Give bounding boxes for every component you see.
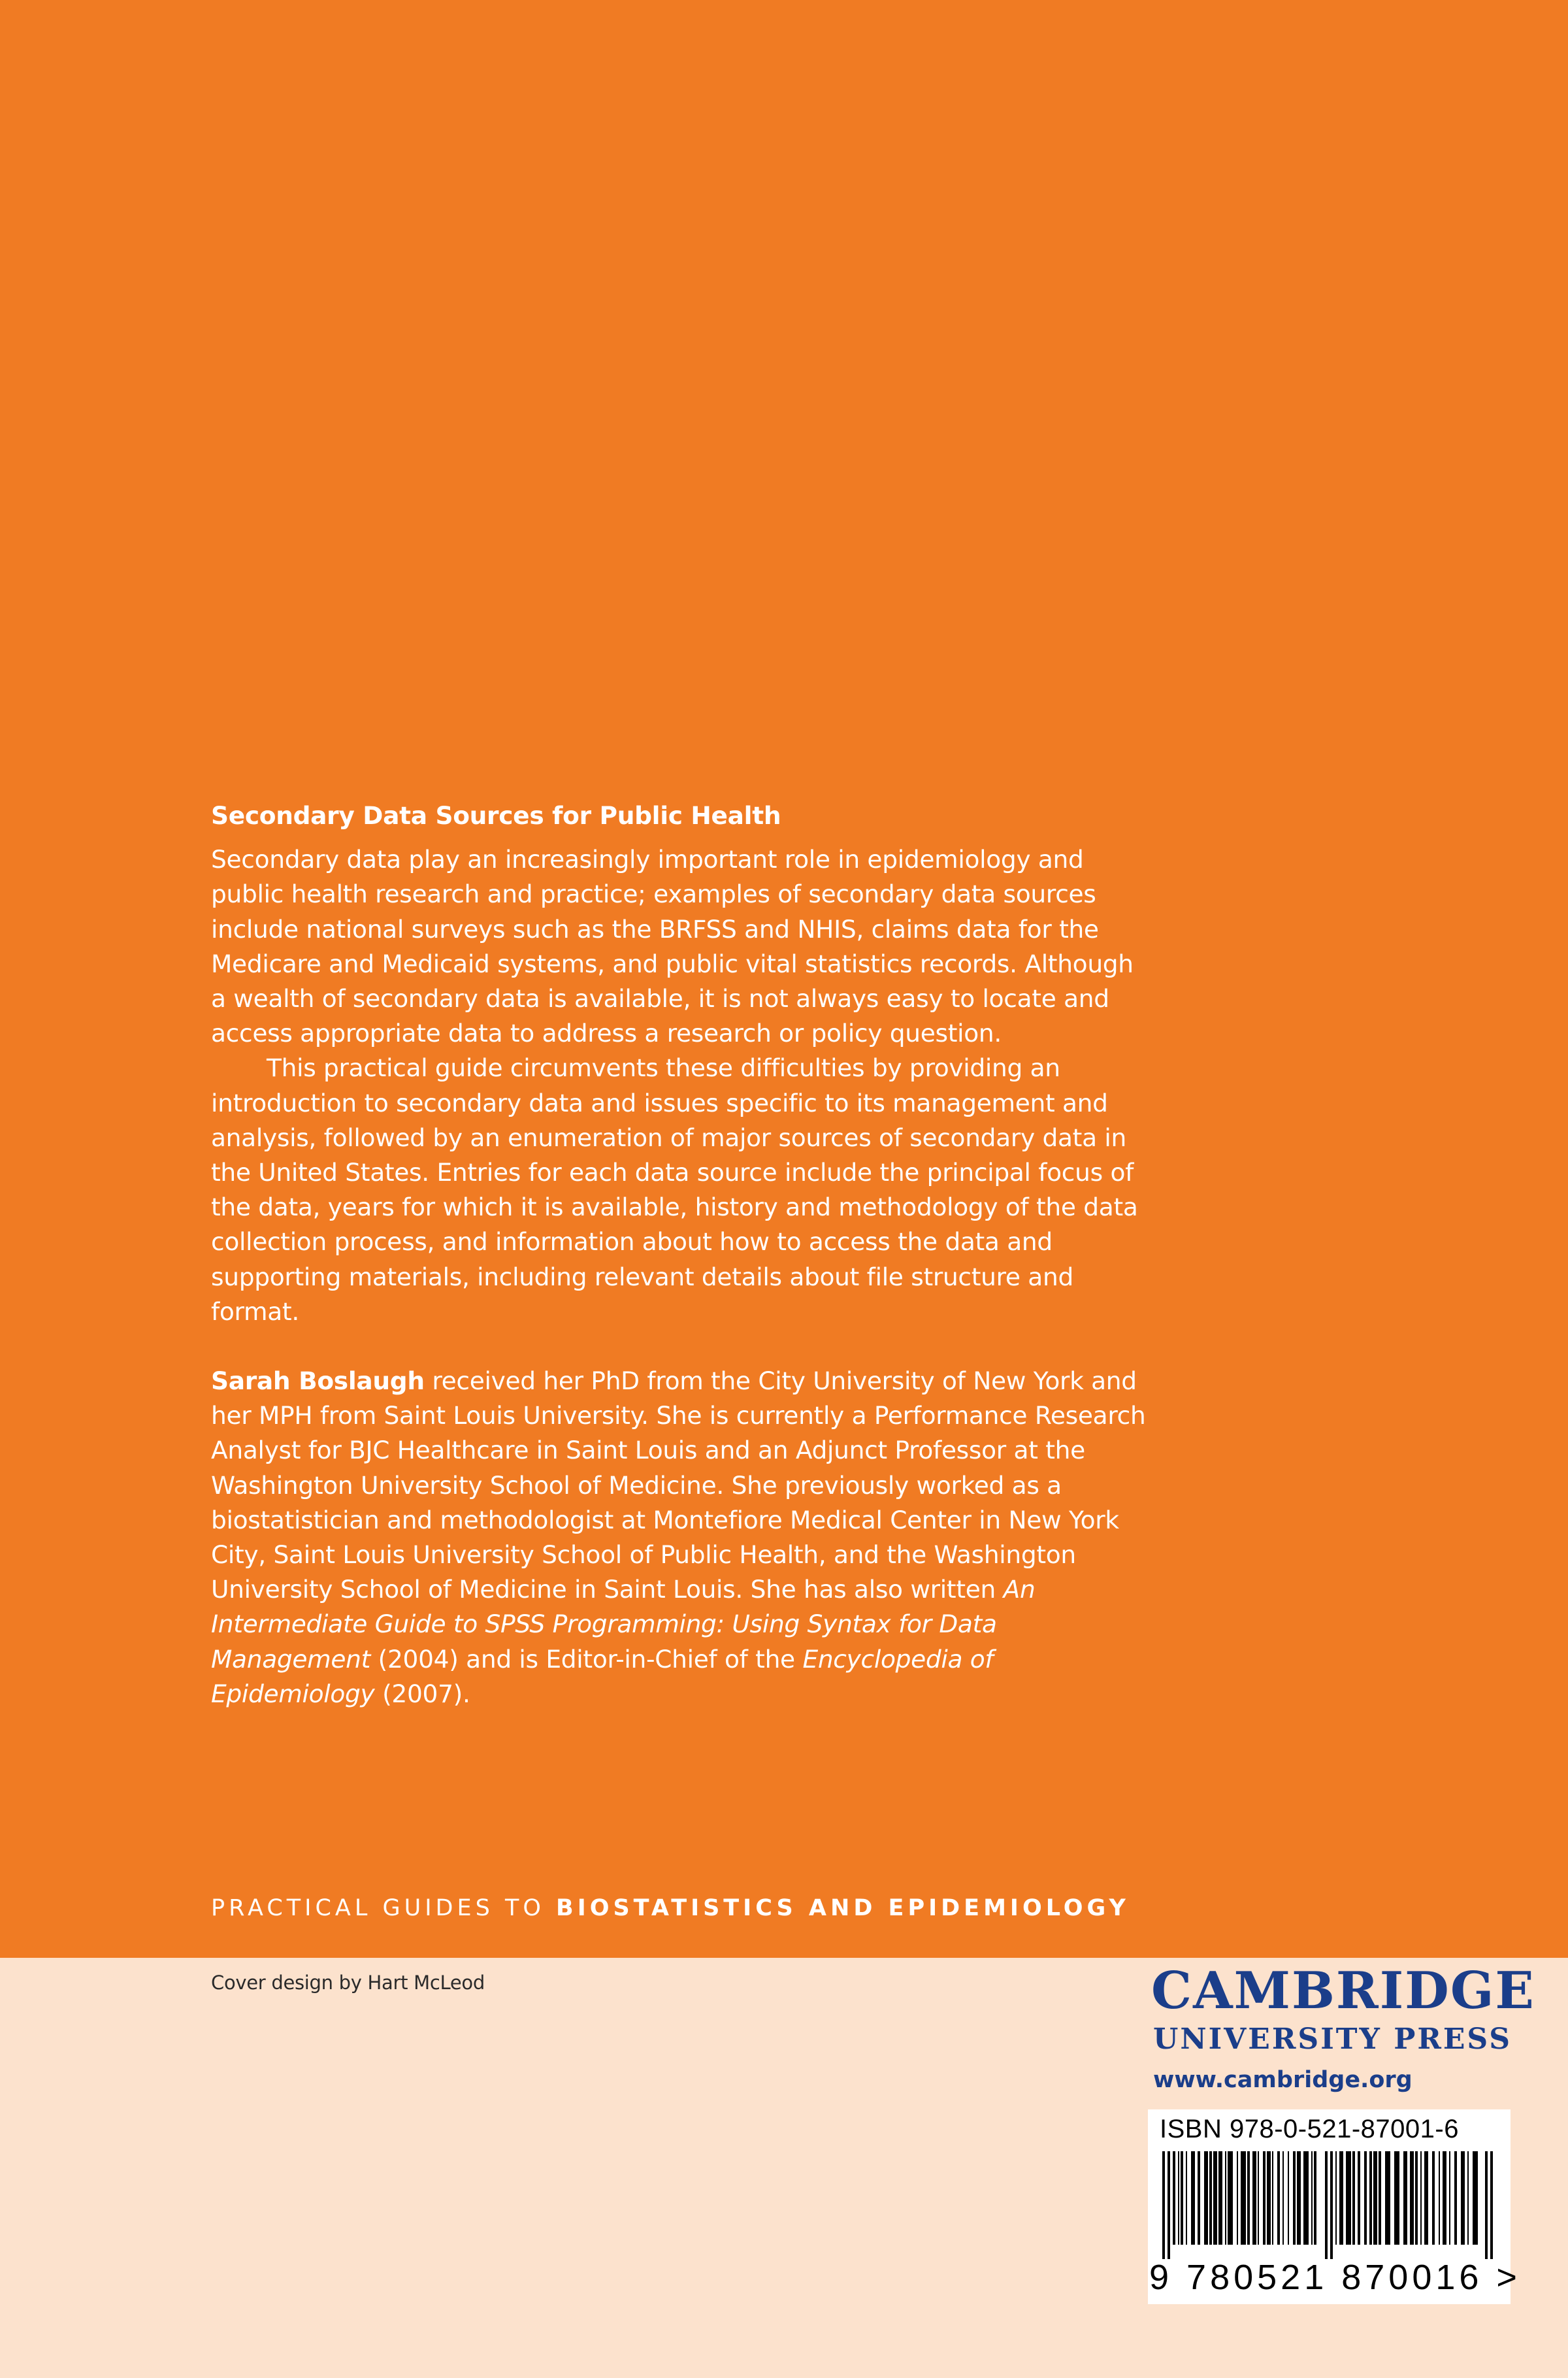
bio-book-title-2: Encyclopedia of Epidemiology [211,1644,994,1708]
barcode-digits: 9 780521 870016 > [1149,2258,1521,2297]
bio-text-1: received her PhD from the City University of New York and her MPH from Saint Louis University. She is currently a Performance Research Analyst for BJC Healthcare in Saint Louis and an Adjunct Professor at the Washington University School of Medicine. She previously worked as a biostatistician and methodologist at Montefiore Medical Center in New York City, Saint Louis University School of Public Health, and the Washington University School of Medicine in Saint Louis. She has also written [211,1366,1146,1604]
publisher-logo-subtitle: UNIVERSITY PRESS [1153,2023,1512,2056]
series-prefix: PRACTICAL GUIDES TO [211,1895,557,1921]
bio-text-2: (2004) and is Editor-in-Chief of the [370,1644,803,1674]
series-title [211,1895,1130,1921]
blurb-section [211,799,1152,1711]
series-emphasis: BIOSTATISTICS AND EPIDEMIOLOGY [556,1895,1130,1921]
isbn-label: ISBN 978-0-521-87001-6 [1160,2115,1459,2143]
publisher-logo-name: CAMBRIDGE [1151,1961,1535,2021]
author-bio [211,1364,1152,1711]
author-name: Sarah Boslaugh [211,1366,425,1396]
bio-book-title-1: An Intermediate Guide to SPSS Programming: Using Syntax for Data Management [211,1575,1036,1674]
blurb-heading: Secondary Data Sources for Public Health [211,801,781,830]
barcode-icon [1162,2151,1495,2259]
bio-text-3: (2007). [374,1679,470,1708]
blurb-paragraph-2: This practical guide circumvents these difficulties by providing an introduction to secondary data and issues specific to its management and analysis, followed by an enumeration of major sources of secondary data in the United States. Entries for each data source include the principal focus of the data, years for which it is available, history and methodology of the data collection process, and information about how to access the data and supporting materials, including relevant details about file structure and format. [211,1053,1138,1326]
blurb-paragraph-1: Secondary data play an increasingly important role in epidemiology and public health research and practice; examples of secondary data sources include national surveys such as the BRFSS and NHIS, claims data for the Medicare and Medicaid systems, and public vital statistics records. Although a wealth of secondary data is available, it is not always easy to locate and access appropriate data to address a research or policy question. [211,845,1134,1048]
publisher-url: www.cambridge.org [1153,2067,1413,2093]
barcode-box [1148,2109,1521,2304]
cover-credit: Cover design by Hart McLeod [211,1972,485,1994]
